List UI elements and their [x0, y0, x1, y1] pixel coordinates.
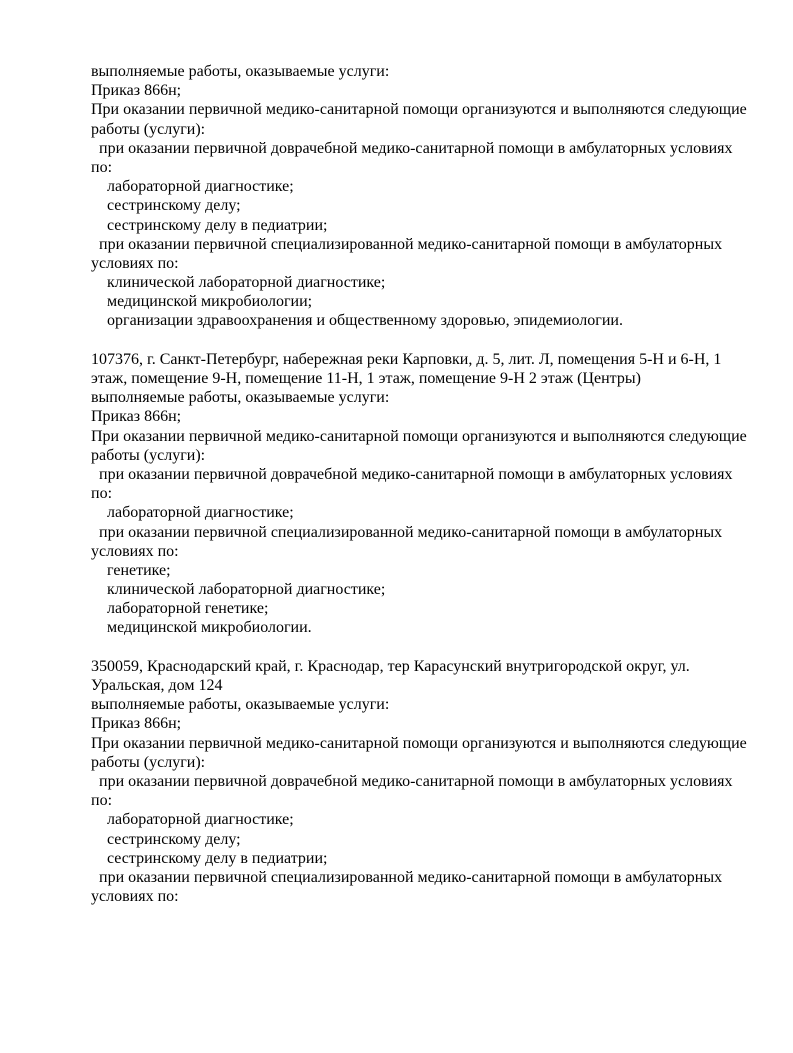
text-line: условиях по: [91, 542, 179, 560]
text-line: сестринскому делу в педиатрии; [91, 216, 328, 234]
text-line: по: [91, 158, 113, 176]
text-line: при оказании первичной специализированной медико-санитарной помощи в амбулаторных [91, 235, 723, 253]
text-line: лабораторной генетике; [91, 600, 269, 618]
text-line: работы (услуги): [91, 753, 206, 771]
text-line: условиях по: [91, 254, 179, 272]
text-line: 350059, Краснодарский край, г. Краснодар, тер Карасунский внутригородской округ, ул. [91, 657, 690, 675]
text-line: при оказании первичной доврачебной медико-санитарной помощи в амбулаторных условиях [91, 139, 733, 157]
text-line: этаж, помещение 9-Н, помещение 11-Н, 1 этаж, помещение 9-Н 2 этаж (Центры) [91, 370, 641, 387]
text-line: генетике; [91, 561, 171, 579]
text-line: выполняемые работы, оказываемые услуги: [91, 389, 390, 407]
text-line: при оказании первичной специализированной медико-санитарной помощи в амбулаторных [91, 523, 723, 541]
text-line: работы (услуги): [91, 446, 206, 464]
text-line: по: [91, 485, 113, 503]
text-line: при оказании первичной специализированной медико-санитарной помощи в амбулаторных [91, 868, 723, 886]
text-line: организации здравоохранения и общественному здоровью, эпидемиологии. [91, 312, 623, 330]
text-line: выполняемые работы, оказываемые услуги: [91, 63, 390, 80]
text-line: клинической лабораторной диагностике; [91, 581, 386, 599]
services-block [91, 62, 745, 331]
text-line: Приказ 866н; [91, 408, 182, 426]
text-line: сестринскому делу; [91, 197, 241, 215]
text-line: Приказ 866н; [91, 715, 182, 733]
text-line: выполняемые работы, оказываемые услуги: [91, 696, 390, 714]
text-line: лабораторной диагностике; [91, 811, 294, 829]
text-line: медицинской микробиологии; [91, 293, 313, 311]
text-line: 107376, г. Санкт-Петербург, набережная реки Карповки, д. 5, лит. Л, помещения 5-Н и 6-Н, 1 [91, 350, 722, 368]
text-line: сестринскому делу в педиатрии; [91, 849, 328, 867]
text-line: медицинской микробиологии. [91, 619, 312, 637]
location-block-krasnodar [91, 657, 745, 906]
text-line: При оказании первичной медико-санитарной помощи организуются и выполняются следующие [91, 101, 747, 119]
text-line: При оказании первичной медико-санитарной помощи организуются и выполняются следующие [91, 734, 747, 752]
text-line: лабораторной диагностике; [91, 504, 294, 522]
text-line: по: [91, 792, 113, 810]
text-line: при оказании первичной доврачебной медико-санитарной помощи в амбулаторных условиях [91, 772, 733, 790]
text-line: работы (услуги): [91, 120, 206, 138]
text-line: клинической лабораторной диагностике; [91, 274, 386, 292]
text-line: Приказ 866н; [91, 82, 182, 100]
text-line: при оказании первичной доврачебной медико-санитарной помощи в амбулаторных условиях [91, 465, 733, 483]
text-line: При оказании первичной медико-санитарной помощи организуются и выполняются следующие [91, 427, 747, 445]
text-line: Уральская, дом 124 [91, 677, 223, 694]
text-line: лабораторной диагностике; [91, 178, 294, 196]
location-block-spb [91, 350, 745, 638]
text-line: сестринскому делу; [91, 830, 241, 848]
text-line: условиях по: [91, 888, 179, 906]
